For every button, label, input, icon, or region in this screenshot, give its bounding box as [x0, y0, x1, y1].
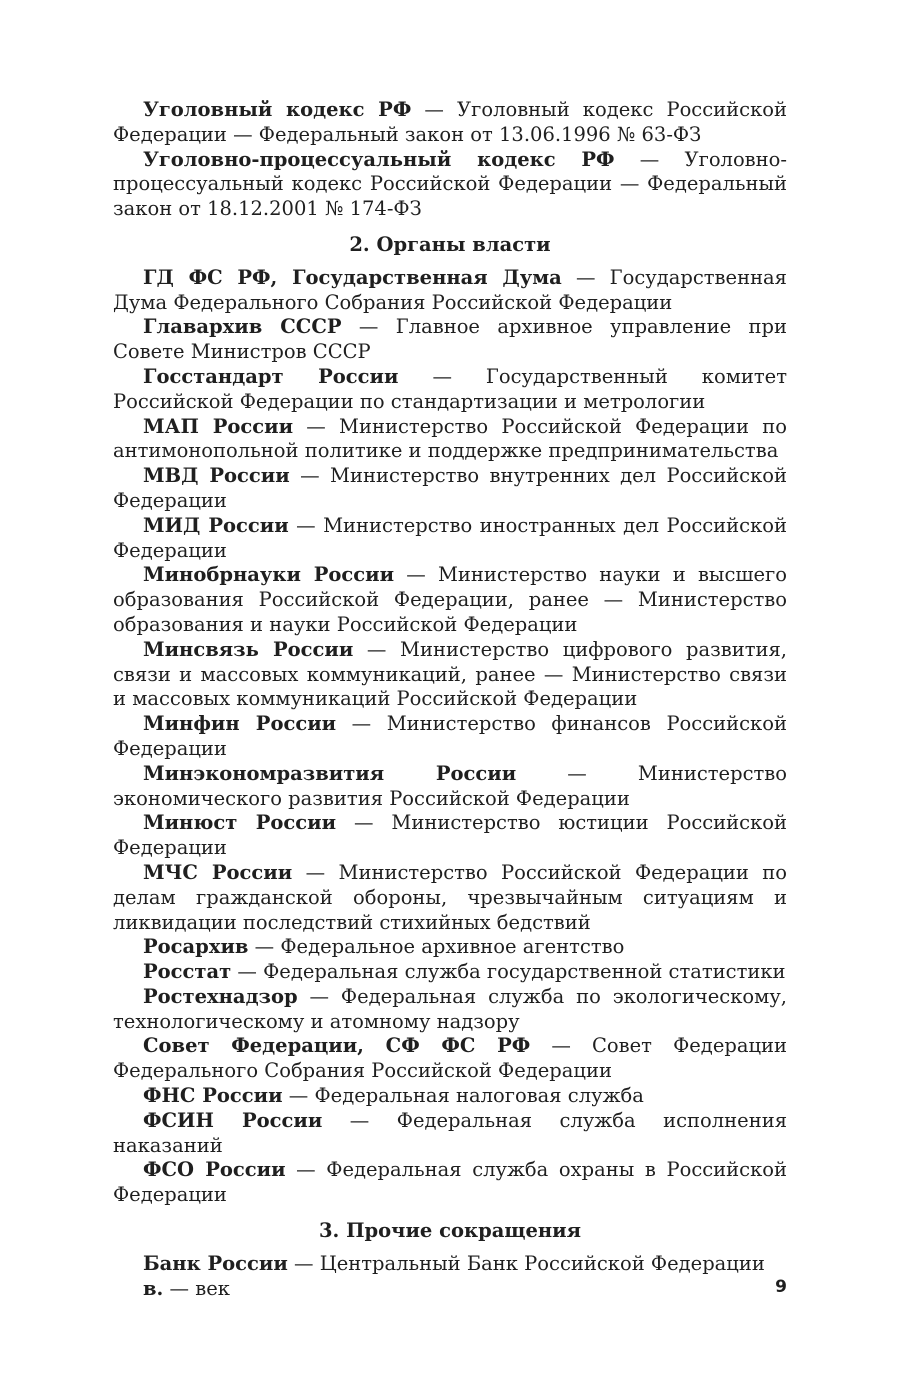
abbreviation-definition: — Министерство Российской Федерации по антимонопольной политике и поддержке предпринимательства — [113, 414, 787, 463]
abbreviation-term: Банк России — [143, 1251, 288, 1275]
abbreviation-definition: — Министерство юстиции Российской Федерации — [113, 811, 787, 860]
abbreviation-term: Минэкономразвития России — [143, 761, 517, 785]
abbreviation-entry — [113, 1158, 787, 1208]
abbreviation-term: МИД России — [143, 513, 289, 537]
abbreviation-definition: — Федеральное архивное агентство — [248, 935, 625, 959]
abbreviation-definition: — Центральный Банк Российской Федерации — [287, 1251, 765, 1275]
abbreviation-definition: — Министерство внутренних дел Российской Федерации — [113, 464, 787, 512]
abbreviation-definition: — Главное архивное управление при Совете Министров СССР — [113, 315, 787, 364]
abbreviation-term: ФНС России — [143, 1084, 283, 1108]
abbreviation-term: Росстат — [143, 960, 232, 984]
abbreviation-term: Росархив — [143, 935, 249, 959]
abbreviation-entry — [113, 1084, 787, 1109]
abbreviation-term: МЧС России — [143, 860, 293, 884]
abbreviation-entry — [113, 514, 787, 564]
abbreviation-entry — [113, 98, 787, 148]
abbreviation-definition: — Федеральная служба охраны в Российской Федерации — [113, 1158, 787, 1207]
abbreviation-definition: — Министерство финансов Российской Федерации — [113, 712, 787, 760]
abbreviation-entry — [113, 935, 787, 960]
abbreviation-entry — [113, 563, 787, 637]
abbreviation-term: Госстандарт России — [143, 364, 399, 388]
abbreviation-term: в. — [143, 1276, 164, 1300]
abbreviation-definition: — Федеральная налоговая служба — [282, 1084, 644, 1108]
abbreviation-definition: — Государственный комитет Российской Федерации по стандартизации и метрологии — [113, 364, 788, 413]
abbreviation-entry — [113, 365, 787, 415]
section-heading-authorities: 2. Органы власти — [349, 232, 551, 256]
abbreviation-term: ГД ФС РФ, Государственная Дума — [143, 265, 562, 289]
abbreviation-term: ФСО России — [143, 1158, 286, 1182]
abbreviation-term: Минобрнауки России — [143, 563, 395, 587]
section-criminal-codes — [113, 98, 787, 222]
abbreviation-term: Совет Федерации, СФ ФС РФ — [143, 1034, 531, 1058]
abbreviation-entry — [113, 762, 787, 812]
abbreviation-entry — [113, 1109, 787, 1159]
abbreviation-definition: — Министерство науки и высшего образования Российской Федерации, ранее — Министерство образования и науки Российской Федерации — [113, 563, 787, 636]
abbreviation-definition: — Федеральная служба государственной статистики — [231, 960, 786, 984]
abbreviation-entry — [113, 1277, 787, 1302]
abbreviation-definition: — Министерство экономического развития Российской Федерации — [113, 761, 787, 810]
abbreviation-entry — [113, 415, 787, 465]
abbreviation-term: ФСИН России — [143, 1108, 323, 1132]
abbreviation-definition: — Уголовно-процессуальный кодекс Российской Федерации — Федеральный закон от 18.12.2001 № 174-ФЗ — [113, 147, 787, 221]
abbreviation-entry — [113, 960, 787, 985]
abbreviation-term: Уголовно-процессуальный кодекс РФ — [143, 147, 615, 171]
abbreviation-term: Главархив СССР — [143, 315, 342, 339]
abbreviation-term: МАП России — [143, 414, 294, 438]
section-heading-other: 3. Прочие сокращения — [318, 1219, 581, 1243]
abbreviation-entry — [113, 148, 787, 222]
abbreviation-entry — [113, 638, 787, 712]
abbreviation-entry — [113, 811, 787, 861]
abbreviation-definition: — Уголовный кодекс Российской Федерации — Федеральный закон от 13.06.1996 № 63-ФЗ — [113, 98, 787, 146]
abbreviation-term: Минюст России — [143, 811, 337, 835]
section-other — [113, 1252, 787, 1302]
abbreviation-term: МВД России — [143, 464, 290, 488]
abbreviation-definition: — век — [163, 1276, 230, 1300]
page-content — [113, 98, 787, 1301]
abbreviation-term: Минсвязь России — [143, 637, 354, 661]
abbreviation-definition: — Министерство Российской Федерации по делам гражданской обороны, чрезвычайным ситуациям и ликвидации последствий стихийных бедствий — [113, 860, 787, 934]
abbreviation-entry — [113, 464, 787, 514]
section-authorities — [113, 266, 787, 1208]
abbreviation-entry — [113, 1034, 787, 1084]
abbreviation-entry — [113, 861, 787, 935]
abbreviation-definition: — Федеральная служба по экологическому, технологическому и атомному надзору — [113, 984, 787, 1033]
abbreviation-definition: — Федеральная служба исполнения наказаний — [113, 1108, 787, 1157]
abbreviation-definition: — Государственная Дума Федерального Собрания Российской Федерации — [113, 265, 787, 314]
abbreviation-definition: — Министерство цифрового развития, связи и массовых коммуникаций, ранее — Министерство связи и массовых коммуникаций Российской Федерации — [113, 637, 787, 711]
abbreviation-entry — [113, 266, 787, 316]
abbreviation-entry — [113, 985, 787, 1035]
abbreviation-definition: — Министерство иностранных дел Российской Федерации — [113, 513, 787, 562]
abbreviation-term: Уголовный кодекс РФ — [143, 98, 412, 121]
abbreviation-entry — [113, 712, 787, 762]
abbreviation-term: Минфин России — [143, 712, 337, 736]
abbreviation-definition: — Совет Федерации Федерального Собрания Российской Федерации — [113, 1034, 787, 1083]
abbreviation-term: Ростехнадзор — [143, 984, 298, 1008]
abbreviation-entry — [113, 315, 787, 365]
page-number: 9 — [775, 1277, 787, 1297]
abbreviation-entry — [113, 1252, 787, 1277]
